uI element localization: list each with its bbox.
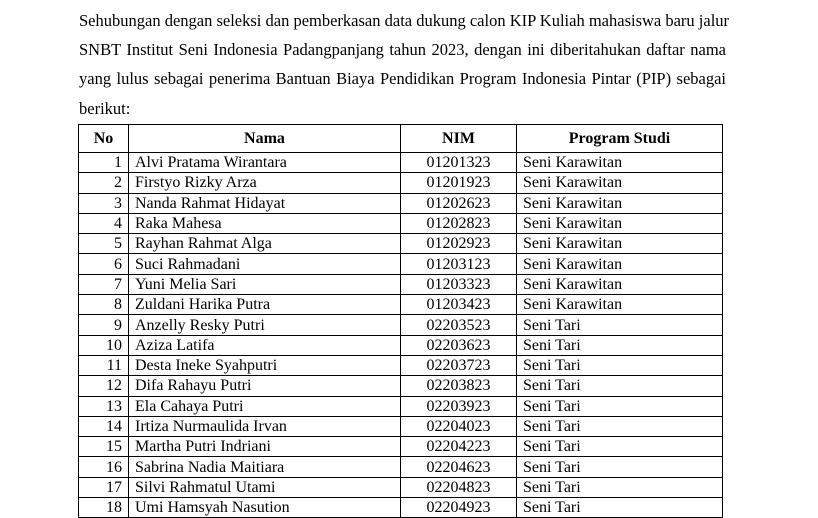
cell-program-studi: Seni Karawitan xyxy=(517,295,723,315)
header-nama: Nama xyxy=(129,125,401,153)
cell-nim: 01202623 xyxy=(401,193,517,213)
table-row xyxy=(79,315,723,335)
cell-program-studi: Seni Tari xyxy=(517,416,723,436)
cell-nama: Firstyo Rizky Arza xyxy=(129,173,401,193)
cell-nim: 01203423 xyxy=(401,295,517,315)
cell-nim: 01202823 xyxy=(401,213,517,233)
cell-no: 9 xyxy=(79,315,129,335)
cell-nama: Martha Putri Indriani xyxy=(129,437,401,457)
cell-no: 17 xyxy=(79,477,129,497)
cell-nim: 02204923 xyxy=(401,498,517,518)
intro-line: berikut: xyxy=(79,98,131,118)
intro-line: Sehubungan dengan seleksi dan pemberkasan data dukung calon KIP Kuliah mahasiswa baru jalur xyxy=(79,11,730,30)
cell-nama: Umi Hamsyah Nasution xyxy=(129,498,401,518)
table-row xyxy=(79,477,723,497)
table-row xyxy=(79,396,723,416)
table-row xyxy=(79,234,723,254)
cell-nama: Yuni Melia Sari xyxy=(129,274,401,294)
cell-nim: 02203523 xyxy=(401,315,517,335)
cell-no: 12 xyxy=(79,376,129,396)
intro-line: yang lulus sebagai penerima Bantuan Biaya Pendidikan Program Indonesia Pintar (PIP) sebagai xyxy=(79,69,726,89)
cell-nama: Irtiza Nurmaulida Irvan xyxy=(129,416,401,436)
cell-program-studi: Seni Tari xyxy=(517,498,723,518)
recipient-table xyxy=(78,124,723,518)
cell-program-studi: Seni Karawitan xyxy=(517,274,723,294)
cell-program-studi: Seni Tari xyxy=(517,315,723,335)
table-row xyxy=(79,355,723,375)
cell-nim: 02203723 xyxy=(401,355,517,375)
cell-program-studi: Seni Tari xyxy=(517,457,723,477)
intro-paragraph xyxy=(79,6,730,123)
table-row xyxy=(79,173,723,193)
cell-no: 5 xyxy=(79,234,129,254)
cell-nim: 01203323 xyxy=(401,274,517,294)
table-row xyxy=(79,295,723,315)
header-program-studi: Program Studi xyxy=(517,125,723,153)
cell-nim: 01202923 xyxy=(401,234,517,254)
cell-nim: 02203623 xyxy=(401,335,517,355)
cell-nama: Suci Rahmadani xyxy=(129,254,401,274)
cell-nama: Ela Cahaya Putri xyxy=(129,396,401,416)
cell-program-studi: Seni Tari xyxy=(517,376,723,396)
cell-nama: Desta Ineke Syahputri xyxy=(129,355,401,375)
cell-nim: 01201923 xyxy=(401,173,517,193)
cell-no: 18 xyxy=(79,498,129,518)
table-row xyxy=(79,416,723,436)
cell-nim: 01201323 xyxy=(401,153,517,173)
cell-no: 15 xyxy=(79,437,129,457)
cell-no: 11 xyxy=(79,355,129,375)
cell-program-studi: Seni Tari xyxy=(517,355,723,375)
cell-no: 10 xyxy=(79,335,129,355)
table-row xyxy=(79,376,723,396)
cell-nama: Alvi Pratama Wirantara xyxy=(129,153,401,173)
cell-nim: 02203823 xyxy=(401,376,517,396)
cell-no: 1 xyxy=(79,153,129,173)
cell-no: 4 xyxy=(79,213,129,233)
cell-nama: Aziza Latifa xyxy=(129,335,401,355)
cell-nama: Rayhan Rahmat Alga xyxy=(129,234,401,254)
cell-program-studi: Seni Karawitan xyxy=(517,213,723,233)
table-row xyxy=(79,437,723,457)
cell-nama: Sabrina Nadia Maitiara xyxy=(129,457,401,477)
cell-nama: Silvi Rahmatul Utami xyxy=(129,477,401,497)
cell-program-studi: Seni Karawitan xyxy=(517,153,723,173)
header-no: No xyxy=(79,125,129,153)
table-row xyxy=(79,213,723,233)
cell-program-studi: Seni Karawitan xyxy=(517,234,723,254)
cell-no: 2 xyxy=(79,173,129,193)
cell-program-studi: Seni Karawitan xyxy=(517,173,723,193)
header-nim: NIM xyxy=(401,125,517,153)
table-row xyxy=(79,457,723,477)
intro-line: SNBT Institut Seni Indonesia Padangpanjang tahun 2023, dengan ini diberitahukan daftar nama xyxy=(79,40,726,60)
cell-program-studi: Seni Tari xyxy=(517,396,723,416)
cell-nama: Zuldani Harika Putra xyxy=(129,295,401,315)
table-row xyxy=(79,254,723,274)
cell-no: 14 xyxy=(79,416,129,436)
cell-program-studi: Seni Karawitan xyxy=(517,193,723,213)
table-row xyxy=(79,153,723,173)
cell-no: 3 xyxy=(79,193,129,213)
cell-nim: 02204223 xyxy=(401,437,517,457)
cell-no: 8 xyxy=(79,295,129,315)
cell-nama: Raka Mahesa xyxy=(129,213,401,233)
cell-nama: Anzelly Resky Putri xyxy=(129,315,401,335)
cell-nim: 02204023 xyxy=(401,416,517,436)
table-header-row xyxy=(79,125,723,153)
cell-program-studi: Seni Tari xyxy=(517,437,723,457)
cell-nama: Difa Rahayu Putri xyxy=(129,376,401,396)
cell-nim: 02204823 xyxy=(401,477,517,497)
cell-program-studi: Seni Karawitan xyxy=(517,254,723,274)
table-row xyxy=(79,335,723,355)
cell-no: 13 xyxy=(79,396,129,416)
cell-nim: 02204623 xyxy=(401,457,517,477)
table-row xyxy=(79,274,723,294)
cell-no: 6 xyxy=(79,254,129,274)
cell-nim: 02203923 xyxy=(401,396,517,416)
cell-nama: Nanda Rahmat Hidayat xyxy=(129,193,401,213)
cell-program-studi: Seni Tari xyxy=(517,335,723,355)
cell-nim: 01203123 xyxy=(401,254,517,274)
cell-program-studi: Seni Tari xyxy=(517,477,723,497)
table-body xyxy=(79,153,723,518)
cell-no: 7 xyxy=(79,274,129,294)
cell-no: 16 xyxy=(79,457,129,477)
table-row xyxy=(79,498,723,518)
table-row xyxy=(79,193,723,213)
